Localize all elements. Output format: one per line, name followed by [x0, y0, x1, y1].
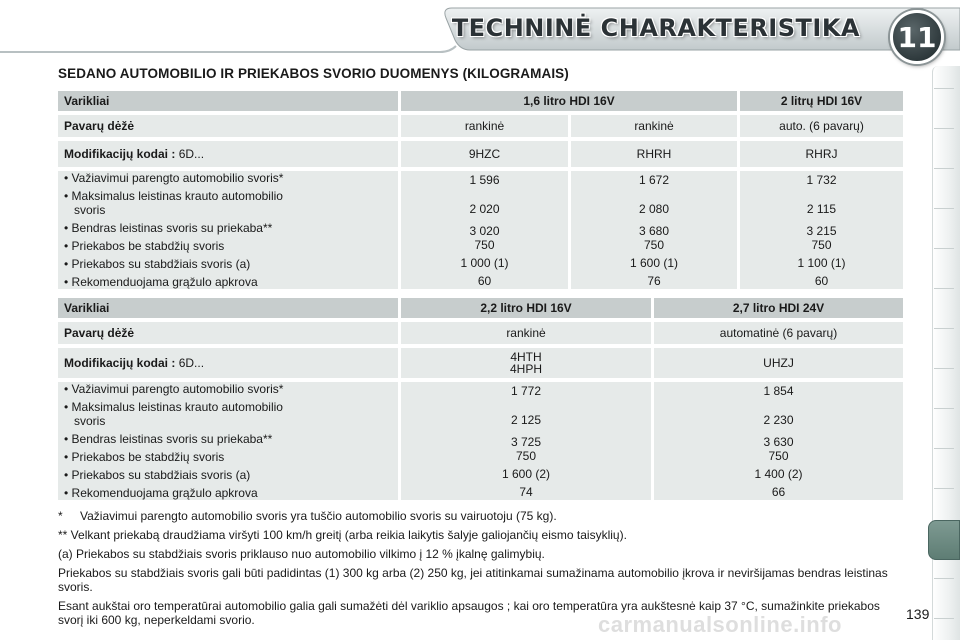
table-row [58, 141, 903, 167]
tab-divider [934, 248, 954, 249]
table-row [58, 171, 903, 289]
codes-label: Modifikacijų kodai : 6D... [58, 348, 398, 378]
code-value: 9HZC [398, 141, 568, 167]
tab-divider [934, 208, 954, 209]
list-item: • Maksimalus leistinas krauto automobilio svoris [64, 189, 283, 217]
list-item: • Priekabos be stabdžių svoris [64, 239, 225, 253]
table-row [58, 298, 903, 318]
list-item: • Priekabos su stabdžiais svoris (a) [64, 257, 251, 271]
list-item: • Priekabos su stabdžiais svoris (a) [64, 468, 251, 482]
footnote: * Važiavimui parengto automobilio svoris yra tuščio automobilio svoris su vairuotoju (75 kg). [58, 509, 557, 523]
weights-labels [58, 171, 398, 289]
tab-chapter-11-active[interactable] [928, 520, 960, 560]
list-item: • Maksimalus leistinas krauto automobilio svoris [64, 400, 283, 428]
page-title: TECHNINĖ CHARAKTERISTIKA [451, 14, 860, 42]
weights-labels [58, 382, 398, 500]
list-item: • Priekabos be stabdžių svoris [64, 450, 225, 464]
gearbox-value: auto. (6 pavarų) [737, 115, 903, 137]
code-value: RHRJ [737, 141, 903, 167]
page-header [0, 0, 960, 64]
footnote: Priekabos su stabdžiais svoris gali būti padidintas (1) 300 kg arba (2) 250 kg, jei atitinkamai sumažinama automobilio įkrova ir neviršijamas bendras leistinas svoris. [58, 566, 888, 594]
tab-divider [934, 328, 954, 329]
weights-table-2 [58, 298, 903, 500]
tab-divider [934, 488, 954, 489]
weights-col-1: 1 772 2 125 3 725 750 1 600 (2) 74 [398, 382, 651, 500]
tab-divider [934, 168, 954, 169]
footnote: Esant aukštai oro temperatūrai automobilio galia gali sumažėti dėl variklio apsaugos ; kai oro temperatūra yra aukštesnė kaip 37 °C, sumažinkite priekabos svorį iki 600 kg, neperkeldami svorio. [58, 599, 880, 627]
list-item: • Važiavimui parengto automobilio svoris* [64, 171, 284, 185]
engine-label: Varikliai [58, 298, 398, 318]
gearbox-value: rankinė [398, 115, 568, 137]
list-item: • Rekomenduojama grąžulo apkrova [64, 486, 258, 500]
weights-table-1 [58, 91, 903, 289]
engine-name: 1,6 litro HDI 16V [398, 91, 737, 111]
tab-divider [934, 448, 954, 449]
section-title: SEDANO AUTOMOBILIO IR PRIEKABOS SVORIO DUOMENYS (KILOGRAMAIS) [58, 66, 569, 81]
tab-divider [934, 128, 954, 129]
page-number: 139 [906, 606, 930, 622]
table-row [58, 348, 903, 378]
code-value: UHZJ [651, 348, 903, 378]
engine-name: 2,7 litro HDI 24V [651, 298, 903, 318]
table-row [58, 382, 903, 500]
weights-col-2: 1 672 2 080 3 680 750 1 600 (1) 76 [568, 171, 737, 289]
engine-label: Varikliai [58, 91, 398, 111]
table-row [58, 322, 903, 344]
chapter-badge [890, 10, 944, 64]
footnote: (a) Priekabos su stabdžiais svoris priklauso nuo automobilio vilkimo į 12 % įkalnę galimybių. [58, 547, 545, 561]
tab-divider [934, 578, 954, 579]
gearbox-label: Pavarų dėžė [58, 322, 398, 344]
list-item: • Bendras leistinas svoris su priekaba** [64, 432, 273, 446]
gearbox-value: rankinė [398, 322, 651, 344]
tab-divider [934, 368, 954, 369]
gearbox-value: rankinė [568, 115, 737, 137]
engine-name: 2 litrų HDI 16V [737, 91, 903, 111]
engine-name: 2,2 litro HDI 16V [398, 298, 651, 318]
weights-col-3: 1 732 2 115 3 215 750 1 100 (1) 60 [737, 171, 903, 289]
table-row [58, 91, 903, 111]
tab-divider [934, 618, 954, 619]
tab-divider [934, 408, 954, 409]
gearbox-label: Pavarų dėžė [58, 115, 398, 137]
footnote: ** Velkant priekabą draudžiama viršyti 100 km/h greitį (arba reikia laikytis šalyje galiojančių eismo taisyklių). [58, 528, 627, 542]
code-value: RHRH [568, 141, 737, 167]
list-item: • Rekomenduojama grąžulo apkrova [64, 275, 258, 289]
table-row [58, 115, 903, 137]
chapter-number: 11 [897, 20, 937, 54]
weights-col-1: 1 596 2 020 3 020 750 1 000 (1) 60 [398, 171, 568, 289]
codes-label: Modifikacijų kodai : 6D... [58, 141, 398, 167]
tab-divider [934, 88, 954, 89]
weights-col-2: 1 854 2 230 3 630 750 1 400 (2) 66 [651, 382, 903, 500]
tab-divider [934, 288, 954, 289]
chapter-tabs [928, 66, 960, 640]
watermark: carmanualsonline.info [598, 612, 842, 637]
code-value: 4HTH 4HPH [398, 348, 651, 378]
list-item: • Važiavimui parengto automobilio svoris* [64, 382, 284, 396]
gearbox-value: automatinė (6 pavarų) [651, 322, 903, 344]
list-item: • Bendras leistinas svoris su priekaba** [64, 221, 273, 235]
